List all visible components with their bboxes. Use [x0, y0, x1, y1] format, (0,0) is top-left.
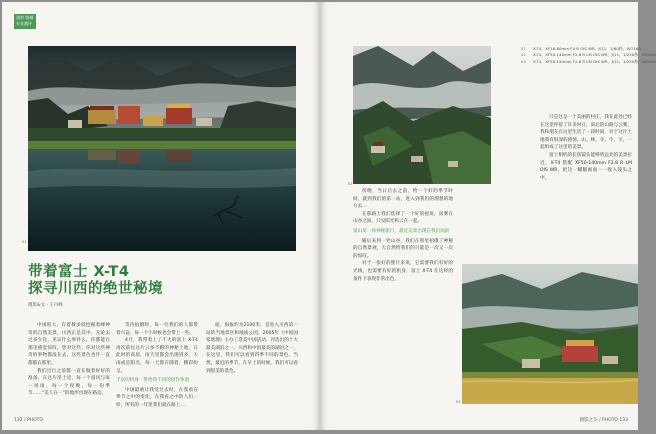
- paragraph: 在那路上我们选择了一个好的视角，雨雾在山谷之间，只见阳光和云在一起。: [353, 211, 453, 225]
- photo-number-01: 01: [22, 240, 27, 244]
- magazine-spread: [2, 2, 656, 430]
- folio-right: 摄影之友 / PHOTO 133: [579, 418, 628, 423]
- byline: 摄影&文 · 王丹峰: [28, 303, 63, 308]
- photo-captions: [521, 46, 656, 65]
- section-tag: [14, 14, 36, 29]
- caption-item: 02 X-T4，XF50-140mm F2.8 R LM OIS WR，ƒ/11，1/250秒，ISO160: [521, 52, 656, 58]
- right-page: [320, 2, 656, 430]
- paragraph: 中国很大，有着数多低挖掘着峰神奇的自然美景，川西正是其中，无论去过多少次，见证什么事件么，你都能在那里感觉惊叹。您对这些，你对这些神奇的事物都没在去，这些景色也许一直都都在那里。: [28, 323, 110, 366]
- article-title-block: [28, 264, 298, 308]
- section-tag-line-1: 器材 器械: [16, 15, 34, 20]
- village-landscape-photo: [462, 264, 638, 404]
- subheading: 丰富的机身 · 带给我不同的创作体验: [116, 378, 190, 384]
- paragraph: 中国最重让我受过去时，在我看在季节之中的变化，在我看之中的人们一样，所有的一年里我们就在路上…: [116, 387, 198, 408]
- article-title-line-1: 带着富士 X-T4: [28, 264, 130, 280]
- lake-monastery-photo: [28, 46, 296, 251]
- village-photo-illustration: [462, 264, 638, 404]
- left-column-2: [116, 322, 198, 414]
- misty-mountain-photo: [353, 46, 491, 184]
- paragraph: 对于一张好的照片来说，它需要我们有好的光线，也需要有好的机身，富士 X-T4 在这样的条件下表现非常出色。: [353, 261, 453, 282]
- left-page: [2, 2, 320, 430]
- mountain-photo-illustration: [353, 46, 491, 184]
- paragraph: 我们出行之前都一直在做着好好的准备，在这片净土里，每一个晨风与每一场雨，每一个夜晚，每一份季节……“美人在一”的地形出现在路边。: [28, 368, 110, 397]
- photo-number-02: 02: [348, 182, 353, 186]
- left-column-3: [206, 322, 298, 414]
- caption-item: 01 X-T4，XF16-80mm F4 R OIS WR，ƒ/11，1/60秒，ISO160: [521, 46, 641, 51]
- paragraph: 面，海拔约为2100米，是进入川西第一站的当地景区和地质公园，2005年《中国国家地理》主办了选美中国活动，评选出的十大最美湖泊之一。川西和中国最美的湖泊之一，在这里，我们可以看到四季不同的景色，当然，最近的季节，在早上的时候，我们可以看到很美的景色。: [206, 323, 298, 374]
- left-column-1: [28, 322, 110, 414]
- paragraph: 只是这是一个美丽的村庄，我在此处已经在这里停留了许多时日，雨后的山路与云雾，我和朋友在这里生活了一段时间，对于这片土地我有很深的感情。山、林、寺、牛、羊，一起组成了这里的美景。: [540, 115, 632, 151]
- subheading: 蒙山第一场神秘旅行，最近美景出现在我们面前: [353, 228, 450, 234]
- paragraph: 傍晚，当日后去之前，给一个好的季节时间，就到我们的第一站，进入到我们的理想的地方去…: [353, 189, 453, 210]
- article-title-line-2: 探寻川西的绝世秘境: [28, 281, 163, 297]
- lake-photo-illustration: [28, 46, 296, 251]
- photo-number-03: 03: [456, 400, 461, 404]
- paragraph: 等待拍摄时，每一位我们的人都带着兴奋，每一个小时候也会带上一些。: [116, 323, 198, 336]
- paragraph: 富士相机的长焦镜头能够将远处的美景拉近，X-T4 搭配 XF50-140mm F2.8 R LM OIS WR，把这一幅幅画面一一收入镜头之中。: [540, 152, 632, 181]
- paragraph: 随后来到一处山谷，我们在那里拍摄了神秘的自然景观，大自然给我们的只能是一次又一次的惊叹。: [353, 238, 453, 259]
- right-column-2: [540, 114, 632, 254]
- paragraph: 4月，我带着上了不大的富士 X-T4再次前往这片云多不羁的神秘土地，在此时的高原，雨天里都会出现到多，大雨或是阳光，每一天都在随着，精彩纷呈。: [116, 338, 198, 374]
- right-column-1: [353, 188, 453, 403]
- caption-item: 03 X-T4，XF50-140mm F2.8 R LM OIS WR，ƒ/11，1/250秒，ISO160: [521, 58, 656, 64]
- folio-left: 132 / PHOTO: [14, 418, 43, 423]
- section-tag-line-2: 专业测评: [16, 21, 32, 26]
